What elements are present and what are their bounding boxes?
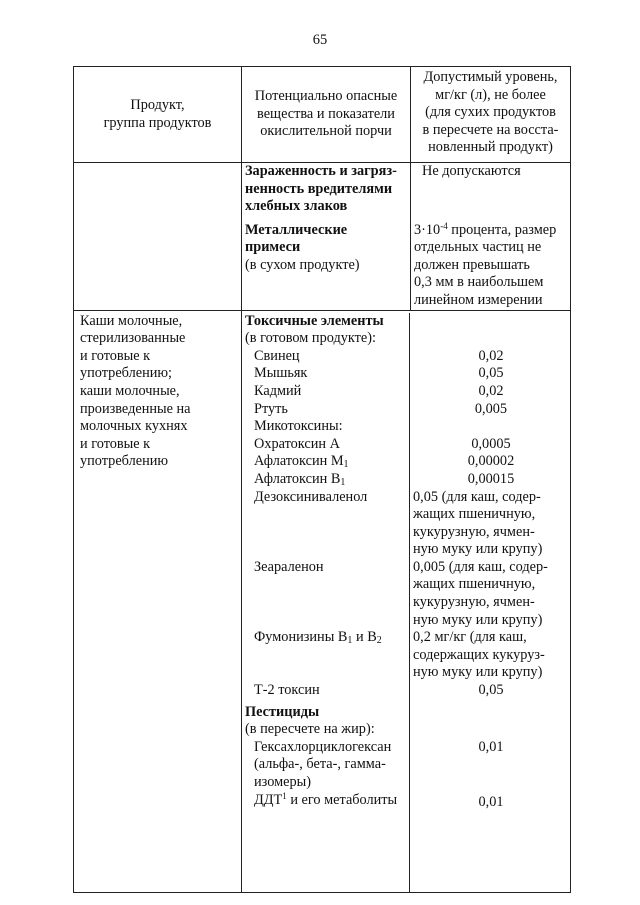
substance-name: Зеараленон bbox=[242, 559, 410, 629]
substance-value: кукурузную, ячмен- bbox=[413, 594, 535, 611]
header-text: Допустимый уровень, bbox=[423, 69, 558, 85]
product-cell-empty bbox=[74, 163, 242, 311]
list-item bbox=[242, 418, 570, 436]
product-text: употреблению; bbox=[80, 365, 173, 382]
substance-name bbox=[242, 629, 410, 682]
substance-value: 0,01 bbox=[478, 738, 504, 755]
substance-name bbox=[242, 739, 410, 792]
list-item bbox=[242, 489, 570, 559]
list-item bbox=[242, 471, 570, 489]
list-item bbox=[242, 365, 570, 383]
name-part: ДДТ bbox=[254, 791, 283, 808]
header-text: окислительной порчи bbox=[260, 123, 392, 140]
list-item bbox=[242, 383, 570, 401]
footnote-mark: 1 bbox=[282, 790, 287, 801]
substance-name bbox=[242, 792, 410, 892]
substance-value: ную муку или крупу) bbox=[413, 541, 543, 558]
header-text: вещества и показатели bbox=[257, 105, 395, 122]
norms-table bbox=[73, 66, 571, 893]
substance-value: 0,02 bbox=[478, 382, 504, 399]
substance-value: ную муку или крупу) bbox=[413, 664, 543, 681]
header-text: новленный продукт) bbox=[428, 139, 553, 156]
metal-value-text: процента, размер bbox=[447, 221, 557, 238]
substance-value: 0,005 bbox=[474, 400, 508, 417]
name-part: Фумонизины В bbox=[254, 629, 348, 646]
substance-value: 0,05 bbox=[478, 682, 504, 699]
header-text: (для сухих продуктов bbox=[425, 104, 556, 121]
table-row bbox=[74, 163, 571, 311]
substance-name bbox=[242, 383, 410, 401]
name-part: Гексахлорциклогексан bbox=[254, 738, 392, 755]
header-text: Продукт, bbox=[130, 96, 185, 113]
substances-and-levels bbox=[242, 310, 571, 892]
name-part: Ртуть bbox=[254, 400, 288, 417]
pests-title: Зараженность и загряз- bbox=[245, 163, 397, 179]
list-item bbox=[242, 436, 570, 454]
substance-value: 0,05 (для каш, содер- bbox=[413, 488, 541, 505]
pesticides-note: (в пересчете на жир): bbox=[245, 721, 375, 738]
pests-value: Не допускаются bbox=[422, 163, 521, 179]
list-item bbox=[242, 559, 570, 629]
substance-name bbox=[242, 348, 410, 366]
substance-name bbox=[242, 418, 410, 436]
name-part: Микотоксины: bbox=[254, 418, 343, 435]
substance-value: 0,2 мг/кг (для каш, bbox=[413, 629, 527, 646]
product-text: стерилизованные bbox=[80, 330, 186, 347]
header-level bbox=[411, 67, 571, 163]
product-text: и готовые к bbox=[80, 435, 151, 452]
product-text: употреблению bbox=[80, 453, 169, 470]
name-part: Кадмий bbox=[254, 382, 302, 399]
name-part: (альфа-, бета-, гамма- bbox=[254, 756, 386, 773]
substance-name bbox=[242, 471, 410, 489]
substance-value: кукурузную, ячмен- bbox=[413, 523, 535, 540]
substance-name bbox=[242, 365, 410, 383]
metal-value-text: отдельных частиц не bbox=[414, 239, 542, 256]
substance-value: 0,02 bbox=[478, 347, 504, 364]
substance-value: 0,005 (для каш, содер- bbox=[413, 558, 548, 575]
product-text: Каши молочные, bbox=[80, 312, 183, 329]
page-number: 65 bbox=[312, 32, 328, 48]
name-part: изомеры) bbox=[254, 774, 311, 790]
metal-value-base: 3·10 bbox=[414, 221, 441, 238]
metal-value bbox=[414, 222, 570, 240]
list-item bbox=[242, 348, 570, 366]
substance-value: 0,01 bbox=[478, 793, 504, 810]
subscript: 1 bbox=[340, 476, 346, 488]
product-text: произведенные на bbox=[80, 400, 191, 417]
toxic-title: Токсичные элементы bbox=[245, 312, 384, 329]
list-item bbox=[242, 453, 570, 471]
product-text: каши молочные, bbox=[80, 382, 180, 399]
list-item bbox=[242, 792, 570, 892]
substance-name bbox=[242, 401, 410, 419]
header-text: Потенциально опасные bbox=[254, 88, 398, 105]
pests-title: хлебных злаков bbox=[245, 198, 348, 215]
header-text: группа продуктов bbox=[103, 114, 212, 131]
toxic-note: (в готовом продукте): bbox=[245, 330, 376, 347]
header-text: в пересчете на восста- bbox=[422, 121, 559, 138]
substance-name bbox=[242, 453, 410, 471]
substance-value: содержащих кукуруз- bbox=[413, 646, 545, 663]
name-part: Охратоксин А bbox=[254, 435, 340, 452]
subscript: 1 bbox=[343, 459, 349, 471]
metal-title: Металлические bbox=[245, 221, 348, 238]
product-cell bbox=[74, 310, 242, 892]
metal-note: (в сухом продукте) bbox=[245, 256, 360, 273]
header-substances bbox=[242, 67, 411, 163]
substance-value: 0,00002 bbox=[467, 453, 515, 470]
substance-name: Т-2 токсин bbox=[242, 682, 410, 700]
metal-value-text: линейном измерении bbox=[414, 291, 543, 308]
metal-value-exp: -4 bbox=[440, 220, 448, 231]
header-product bbox=[74, 67, 242, 163]
product-text: и готовые к bbox=[80, 347, 151, 364]
pests-title: ненность вредителями bbox=[245, 180, 393, 197]
name-part: и В bbox=[352, 629, 377, 646]
subscript: 1 bbox=[347, 635, 353, 647]
table-header-row bbox=[74, 67, 571, 163]
name-part: Мышьяк bbox=[254, 365, 308, 382]
metal-value-text: должен превышать bbox=[414, 256, 530, 273]
list-item bbox=[242, 739, 570, 792]
level-cell bbox=[411, 163, 571, 311]
pesticides-title: Пестициды bbox=[245, 703, 320, 720]
list-item bbox=[242, 682, 570, 700]
metal-value-text: 0,3 мм в наибольшем bbox=[414, 274, 544, 291]
product-text: молочных кухнях bbox=[80, 418, 188, 435]
substance-cell bbox=[242, 163, 411, 311]
substance-name bbox=[242, 436, 410, 454]
substance-value: 0,0005 bbox=[471, 435, 511, 452]
substance-value: 0,00015 bbox=[467, 470, 515, 487]
substance-value: жащих пшеничную, bbox=[413, 576, 536, 593]
substance-value: ную муку или крупу) bbox=[413, 611, 543, 628]
substance-name: Дезоксиниваленол bbox=[242, 489, 410, 559]
substance-value: 0,05 bbox=[478, 365, 504, 382]
name-part: Афлатоксин В bbox=[254, 470, 341, 487]
subscript: 2 bbox=[376, 635, 382, 647]
list-item bbox=[242, 629, 570, 682]
substance-value: жащих пшеничную, bbox=[413, 506, 536, 523]
name-part: Свинец bbox=[254, 347, 300, 364]
name-part: Афлатоксин М bbox=[254, 453, 344, 470]
table-row bbox=[74, 310, 571, 892]
metal-title: примеси bbox=[245, 239, 301, 256]
list-item bbox=[242, 401, 570, 419]
name-part: и его метаболиты bbox=[286, 791, 398, 808]
substance-value bbox=[410, 418, 569, 436]
header-text: мг/кг (л), не более bbox=[435, 86, 546, 103]
